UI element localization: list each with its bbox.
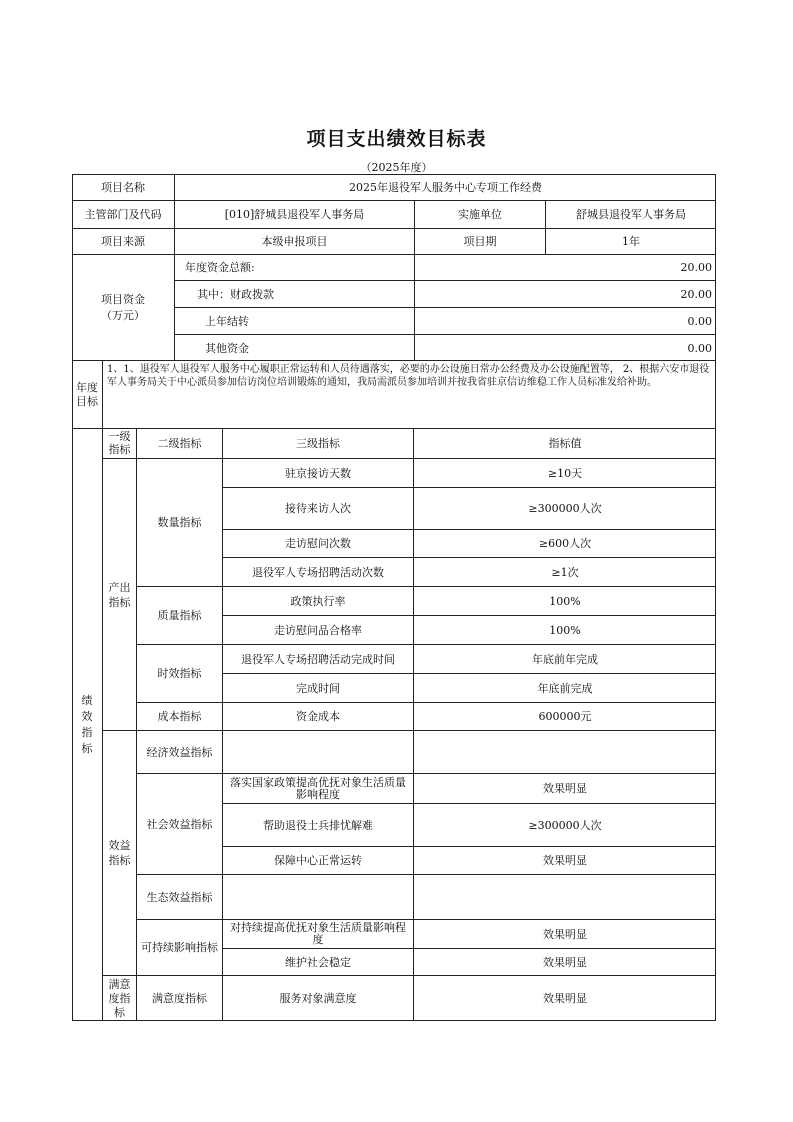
level2-ecological: 生态效益指标 — [137, 875, 223, 920]
indicator-value: ≥1次 — [414, 558, 716, 587]
level2-quality: 质量指标 — [137, 587, 223, 645]
indicator-value: 100% — [414, 587, 716, 616]
indicator-name: 退役军人专场招聘活动完成时间 — [223, 645, 414, 674]
level1-output — [103, 459, 137, 731]
col-level1 — [103, 428, 137, 459]
project-name-label: 项目名称 — [72, 174, 175, 201]
indicator-value: 100% — [414, 616, 716, 645]
year-label: （2025年度） — [360, 161, 433, 174]
indicator-name: 服务对象满意度 — [223, 976, 414, 1021]
indicator-value: 效果明显 — [414, 920, 716, 949]
indicators-section-label — [72, 428, 103, 1021]
fund-carryover-value: 0.00 — [415, 308, 716, 335]
indicator-value: 年底前完成 — [414, 674, 716, 703]
col-level1-text: 一级指标 — [108, 430, 131, 456]
source-label: 项目来源 — [72, 228, 175, 255]
indicator-value-empty — [414, 875, 716, 920]
level2-cost: 成本指标 — [137, 703, 223, 731]
indicator-value: ≥10天 — [414, 459, 716, 488]
level1-benefit — [103, 731, 137, 976]
col-value: 指标值 — [414, 428, 716, 459]
indicator-name: 资金成本 — [223, 703, 414, 731]
col-level3: 三级指标 — [223, 428, 414, 459]
indicator-name: 驻京接访天数 — [223, 459, 414, 488]
impl-label: 实施单位 — [415, 200, 546, 229]
indicator-name: 落实国家政策提高优抚对象生活质量影响程度 — [223, 774, 414, 804]
indicator-name: 退役军人专场招聘活动次数 — [223, 558, 414, 587]
fund-other-value: 0.00 — [687, 341, 712, 355]
indicator-name: 维护社会稳定 — [223, 949, 414, 976]
level2-satisfaction: 满意度指标 — [137, 976, 223, 1021]
indicator-name: 帮助退役士兵排忧解难 — [223, 804, 414, 847]
level1-benefit-text: 效益指标 — [108, 839, 131, 867]
indicator-value: ≥300000人次 — [414, 804, 716, 847]
indicator-value: 600000元 — [414, 703, 716, 731]
goal-label-text: 年度目标 — [76, 380, 98, 408]
indicator-name: 走访慰问次数 — [223, 530, 414, 558]
level1-satisfaction — [103, 976, 137, 1021]
indicator-value: ≥600人次 — [414, 530, 716, 558]
source-value: 本级申报项目 — [175, 228, 415, 255]
period-label: 项目期 — [415, 228, 546, 255]
fund-finance-value: 20.00 — [415, 281, 716, 308]
level2-timeliness: 时效指标 — [137, 645, 223, 703]
level2-social: 社会效益指标 — [137, 774, 223, 875]
indicator-name: 保障中心正常运转 — [223, 847, 414, 875]
indicator-value: ≥300000人次 — [414, 488, 716, 530]
level1-output-text: 产出指标 — [108, 580, 131, 609]
fund-total-value: 20.00 — [415, 254, 716, 281]
indicator-value: 效果明显 — [543, 992, 587, 1005]
fund-carryover-label: 上年结转 — [175, 308, 415, 335]
funds-label-text: 项目资金（万元） — [101, 292, 145, 322]
level2-quantity: 数量指标 — [137, 459, 223, 587]
goal-text: 1、1、退役军人退役军人服务中心履职正常运转和人员待遇落实，必要的办公设施日常办公经费及办公设施配置等， 2、根据六安市退役军人事务局关于中心派员参加信访岗位培训锻炼的通知，我局需派员参加培训并按我省驻京信访维稳工作人员标准发给补助。 — [107, 364, 710, 388]
indicator-name-empty — [223, 731, 414, 774]
indicator-value: 效果明显 — [414, 949, 716, 976]
dept-value: [010]舒城县退役军人事务局 — [175, 200, 415, 229]
indicator-name: 完成时间 — [223, 674, 414, 703]
level2-economic: 经济效益指标 — [137, 731, 223, 774]
fund-total-label: 年度资金总额: — [175, 254, 415, 281]
level1-satisfaction-text: 满意度指标 — [108, 977, 131, 1019]
indicator-name: 政策执行率 — [223, 587, 414, 616]
indicator-value-empty — [414, 731, 716, 774]
indicator-name-empty — [223, 875, 414, 920]
indicators-section-text: 绩效指标 — [81, 693, 93, 755]
project-name-value: 2025年退役军人服务中心专项工作经费 — [349, 181, 542, 194]
indicator-value: 效果明显 — [414, 847, 716, 875]
page-title: 项目支出绩效目标表 — [306, 128, 487, 150]
col-level2: 二级指标 — [137, 428, 223, 459]
indicator-name: 对持续提高优抚对象生活质量影响程度 — [223, 920, 414, 949]
indicator-name: 接待来访人次 — [223, 488, 414, 530]
period-value: 1年 — [622, 235, 640, 248]
fund-finance-label: 其中：财政拨款 — [175, 281, 415, 308]
goal-label — [72, 360, 103, 429]
fund-other-label: 其他资金 — [175, 335, 415, 361]
indicator-name: 走访慰问品合格率 — [223, 616, 414, 645]
dept-label: 主管部门及代码 — [72, 200, 175, 229]
impl-value: 舒城县退役军人事务局 — [576, 208, 686, 221]
level2-sustainable: 可持续影响指标 — [137, 920, 223, 976]
indicator-value: 效果明显 — [414, 774, 716, 804]
indicator-value: 年底前年完成 — [414, 645, 716, 674]
funds-label — [72, 254, 175, 361]
